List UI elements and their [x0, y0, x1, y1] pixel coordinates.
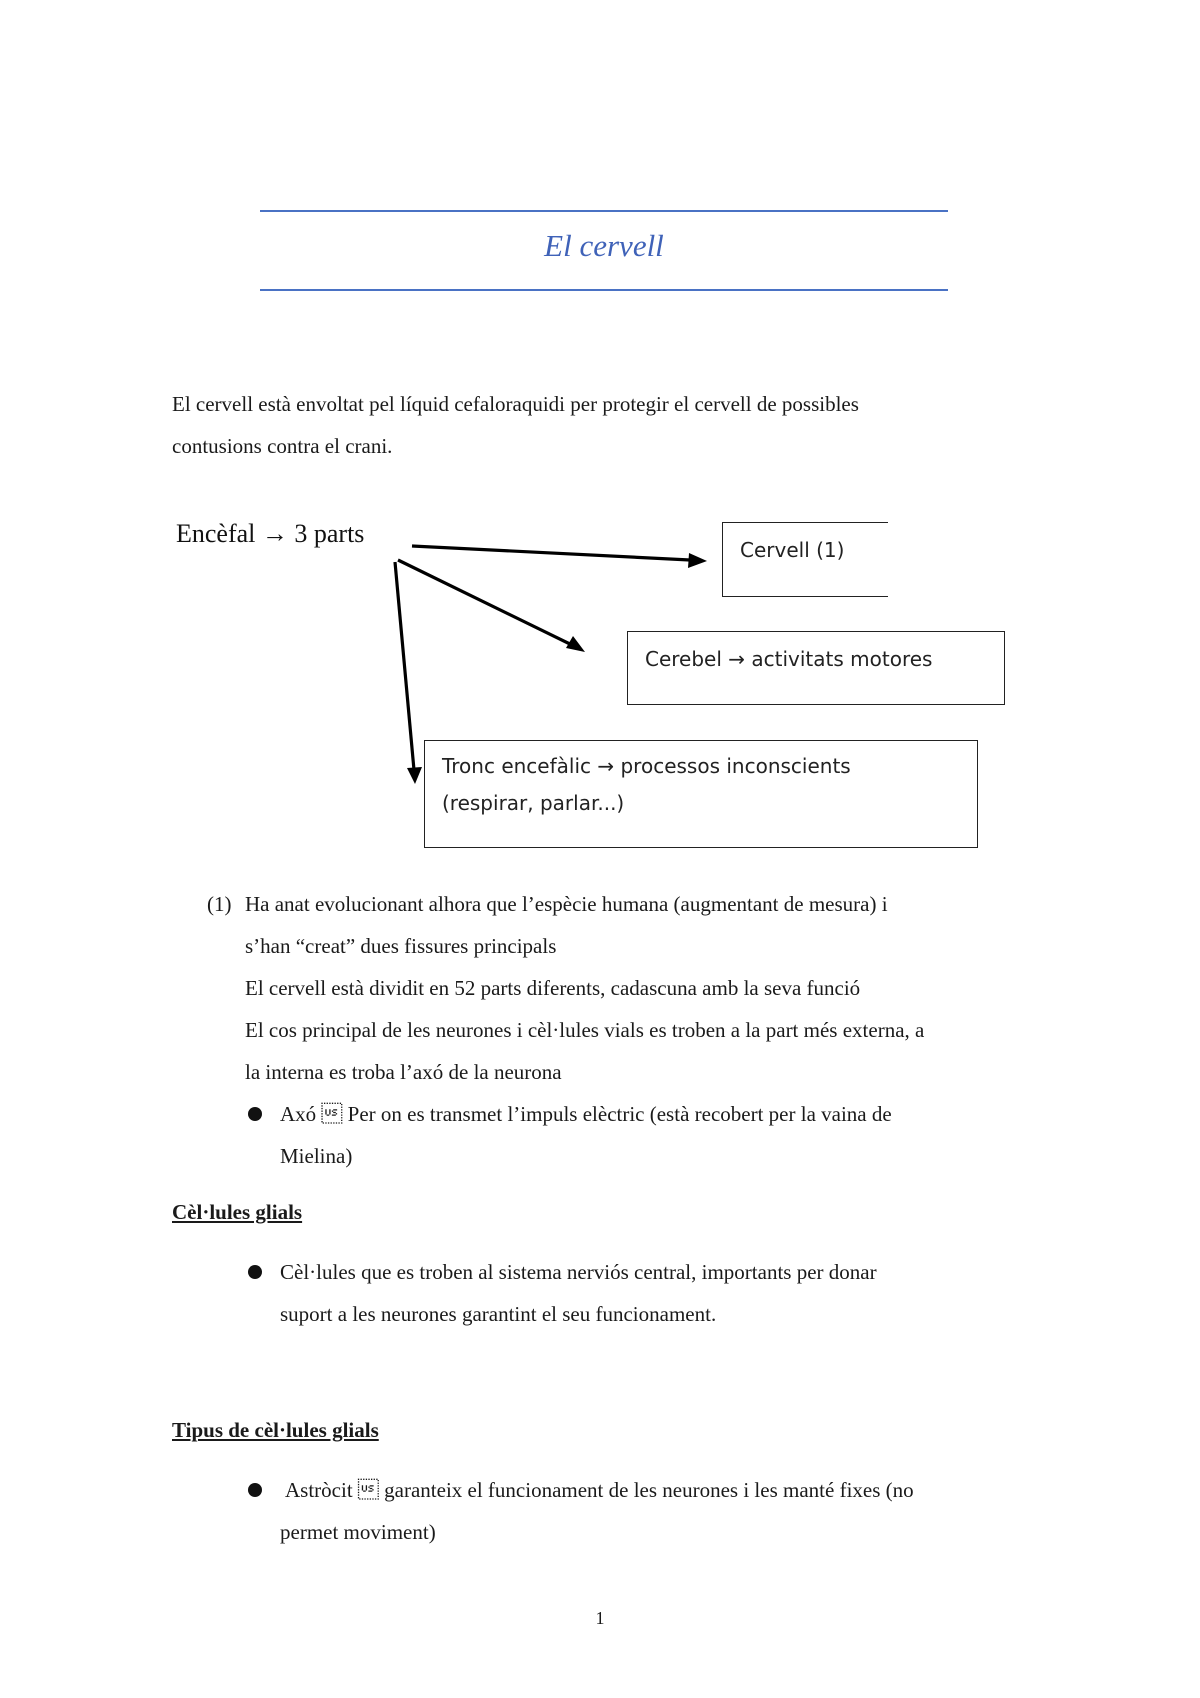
tronc-box-label-1: Tronc encefàlic → processos inconscients	[442, 754, 851, 778]
document-title: El cervell	[544, 228, 664, 263]
cerebel-box-label: Cerebel → activitats motores	[645, 647, 933, 671]
astrocit-line-1: Astròcit garanteix el funcionament de les neurones i les manté fixes (no	[285, 1478, 914, 1502]
cervell-box-label: Cervell (1)	[740, 538, 845, 562]
tronc-box-label-2: (respirar, parlar...)	[442, 791, 625, 815]
note-marker: (1)	[207, 892, 232, 916]
diagram-root-label: Encèfal → 3 parts	[176, 519, 365, 548]
note-line-3: El cervell està dividit en 52 parts diferents, cadascuna amb la seva funció	[245, 976, 861, 1000]
intro-line-1: El cervell està envoltat pel líquid cefaloraquidi per protegir el cervell de possibles	[172, 392, 859, 416]
bullet-astrocit	[248, 1483, 262, 1497]
astrocit-line-2: permet moviment)	[280, 1520, 436, 1544]
arrow-to-cerebel	[398, 560, 572, 645]
arrow-to-cervell	[412, 546, 690, 560]
note-line-5: la interna es troba l’axó de la neurona	[245, 1060, 562, 1084]
note-line-4: El cos principal de les neurones i cèl·lules vials es troben a la part més externa, a	[245, 1018, 925, 1042]
axo-line-2: Mielina)	[280, 1144, 353, 1168]
arrowhead-tronc	[407, 767, 422, 784]
bullet-axo	[248, 1107, 262, 1121]
arrow-to-tronc	[395, 562, 414, 770]
title-rule-bottom	[260, 289, 948, 291]
arrowhead-cervell	[688, 553, 707, 568]
glial-heading: Cèl·lules glials	[172, 1200, 303, 1224]
glial-line-2: suport a les neurones garantint el seu funcionament.	[280, 1302, 717, 1326]
note-line-1: Ha anat evolucionant alhora que l’espècie humana (augmentant de mesura) i	[245, 892, 888, 916]
title-rule-top	[260, 210, 948, 212]
note-line-2: s’han “creat” dues fissures principals	[245, 934, 557, 958]
intro-line-2: contusions contra el crani.	[172, 434, 393, 458]
axo-line-1: Axó Per on es transmet l’impuls elèctric (està recobert per la vaina de	[280, 1102, 892, 1126]
arrowhead-cerebel	[566, 636, 585, 652]
types-heading: Tipus de cèl·lules glials	[172, 1418, 379, 1442]
bullet-glial	[248, 1265, 262, 1279]
glial-line-1: Cèl·lules que es troben al sistema nerviós central, importants per donar	[280, 1260, 877, 1284]
page-number: 1	[595, 1608, 605, 1628]
